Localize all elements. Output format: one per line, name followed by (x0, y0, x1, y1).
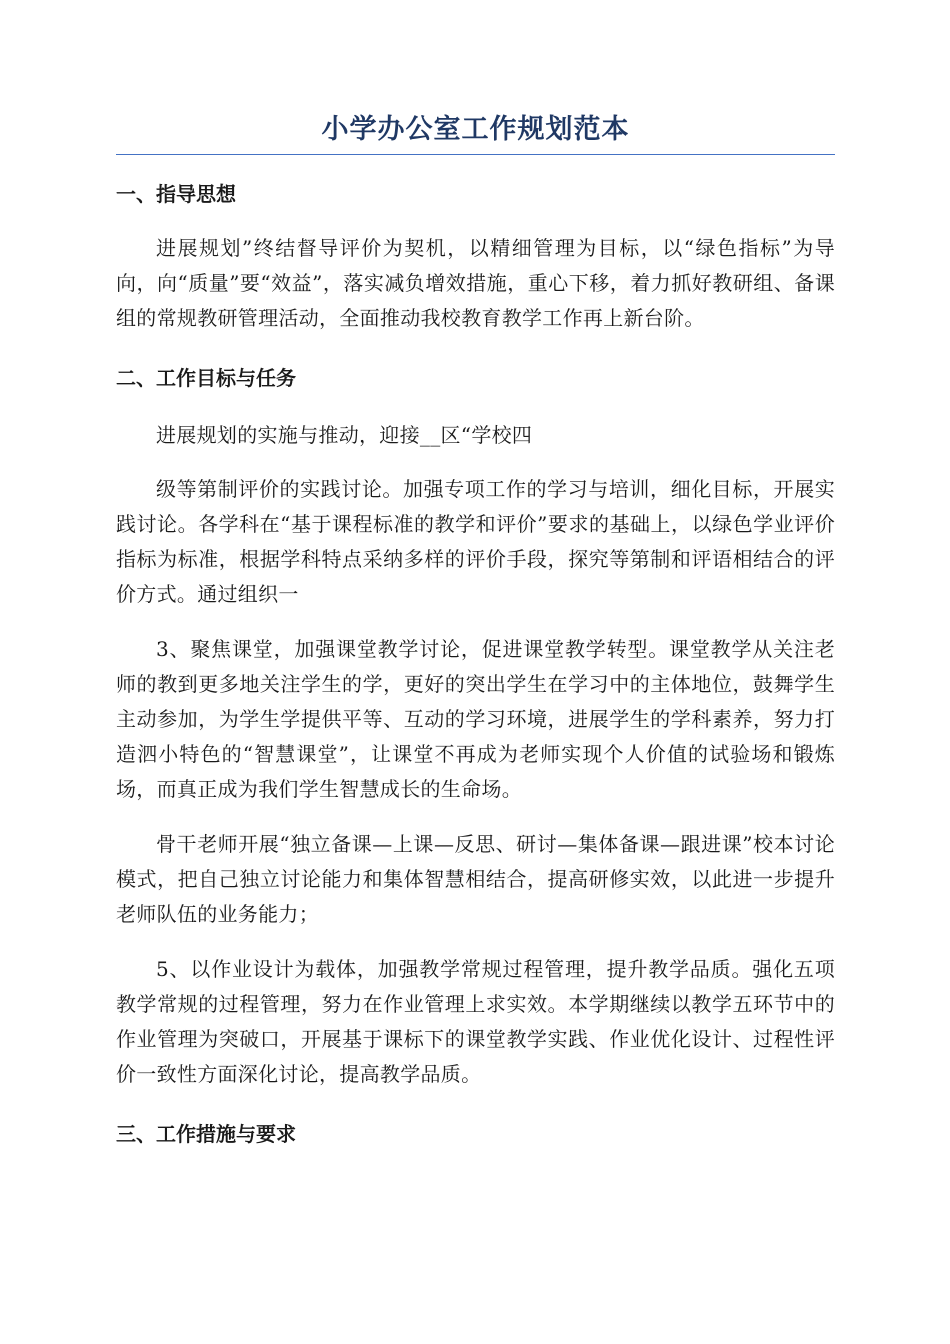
paragraph: 进展规划”终结督导评价为契机，以精细管理为目标，以“绿色指标”为导向，向“质量”要“效益”，落实减负增效措施，重心下移，着力抓好教研组、备课组的常规教研管理活动，全面推动我校教育教学工作再上新台阶。 (116, 236, 835, 330)
section-heading-goals-tasks: 二、工作目标与任务 (116, 366, 296, 390)
section-heading-guiding-thought: 一、指导思想 (116, 182, 236, 206)
page-title: 小学办公室工作规划范本 (116, 110, 835, 155)
paragraph: 骨干老师开展“独立备课—上课—反思、研讨—集体备课—跟进课”校本讨论模式，把自己独立讨论能力和集体智慧相结合，提高研修实效，以此进一步提升老师队伍的业务能力； (116, 832, 835, 926)
section-heading-measures-requirements: 三、工作措施与要求 (116, 1122, 296, 1146)
document-page (116, 110, 835, 1151)
paragraph: 级等第制评价的实践讨论。加强专项工作的学习与培训，细化目标，开展实践讨论。各学科在“基于课程标准的教学和评价”要求的基础上，以绿色学业评价指标为标准，根据学科特点采纳多样的评价手段，探究等第制和评语相结合的评价方式。通过组织一 (116, 477, 835, 606)
paragraph: 3、聚焦课堂，加强课堂教学讨论，促进课堂教学转型。课堂教学从关注老师的教到更多地关注学生的学，更好的突出学生在学习中的主体地位，鼓舞学生主动参加，为学生学提供平等、互动的学习环境，进展学生的学科素养，努力打造泗小特色的“智慧课堂”，让课堂不再成为老师实现个人价值的试验场和锻炼场，而真正成为我们学生智慧成长的生命场。 (116, 637, 835, 801)
paragraph: 5、以作业设计为载体，加强教学常规过程管理，提升教学品质。强化五项教学常规的过程管理，努力在作业管理上求实效。本学期继续以教学五环节中的作业管理为突破口，开展基于课标下的课堂教学实践、作业优化设计、过程性评价一致性方面深化讨论，提高教学品质。 (116, 957, 835, 1086)
paragraph: 进展规划的实施与推动，迎接__区“学校四 (156, 423, 533, 447)
